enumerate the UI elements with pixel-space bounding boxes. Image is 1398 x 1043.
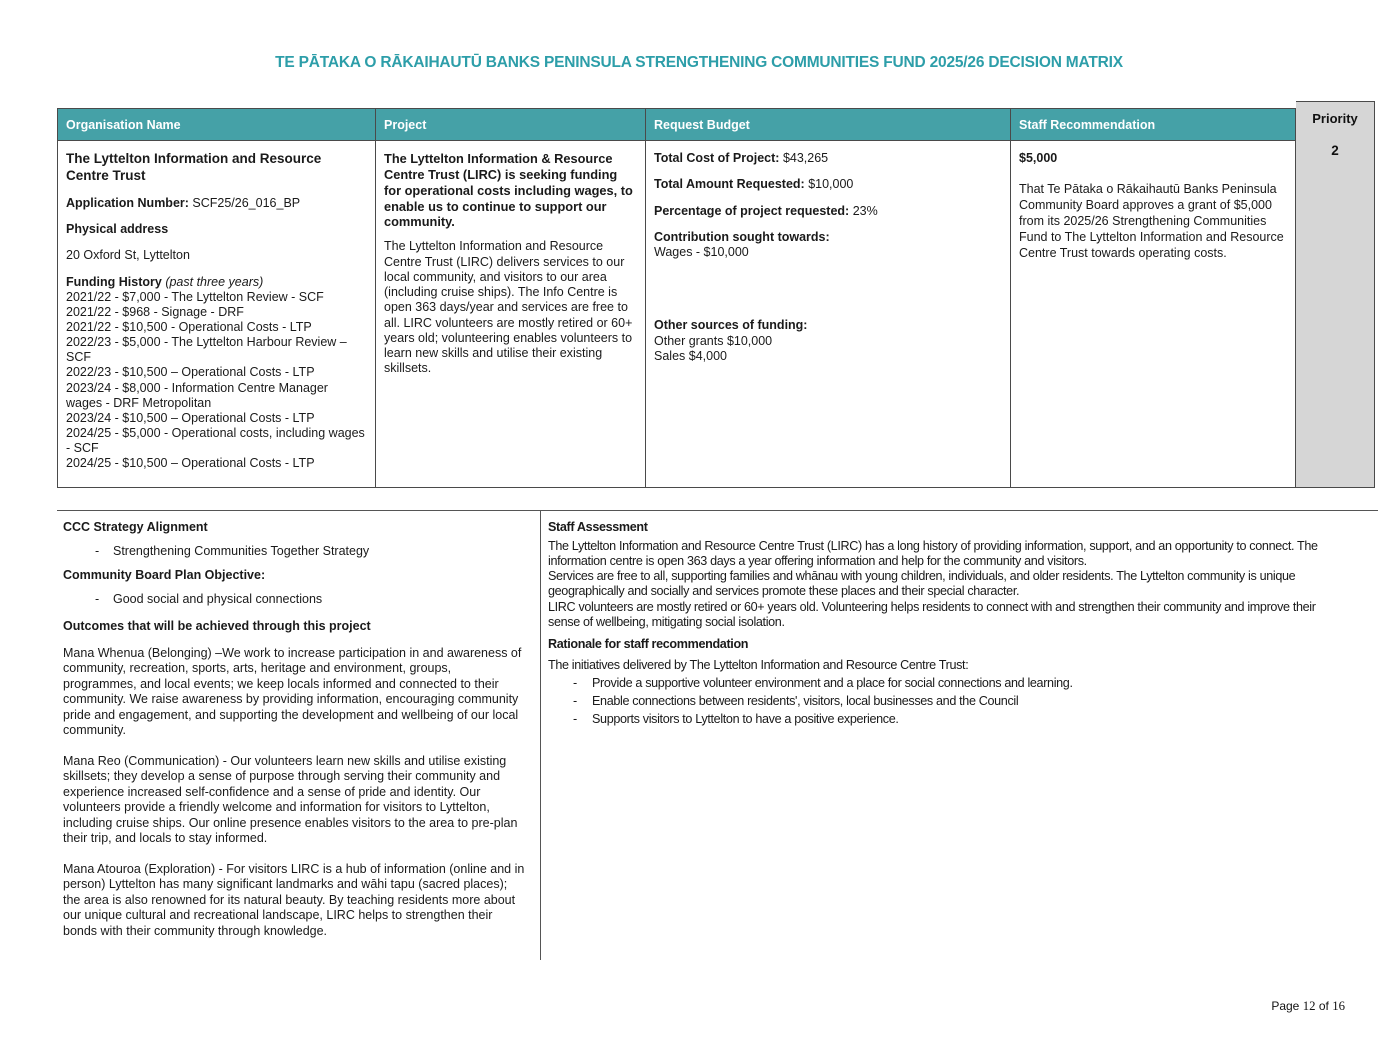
funding-history-item: 2021/22 - $968 - Signage - DRF [66, 304, 244, 319]
contribution-item: Wages - $10,000 [654, 245, 749, 259]
request-budget-cell [646, 141, 1011, 488]
rationale-heading: Rationale for staff recommendation [548, 636, 749, 651]
assessment-paragraph: LIRC volunteers are mostly retired or 60+ years old. Volunteering helps residents to connect with and strengthen their community and improve their sense of wellbeing, mitigating social isolation. [548, 599, 1316, 629]
total-cost-label: Total Cost of Project: [654, 151, 780, 165]
page-number-footer [1271, 999, 1345, 1014]
board-objective-heading: Community Board Plan Objective: [63, 568, 266, 582]
outcome-paragraph-mana-whenua: Mana Whenua (Belonging) –We work to increase participation in and awareness of community, recreation, sports, arts, heritage and environment, groups, programmes, and local events; we keep locals informed and connected to their community. We raise awareness by providing information, encouraging community pride and engagement, and supporting the development and wellbeing of our local community. [63, 645, 522, 737]
column-header-staff-recommendation: Staff Recommendation [1011, 109, 1296, 141]
percentage-line [654, 204, 1001, 219]
outcome-paragraph-mana-reo: Mana Reo (Communication) - Our volunteers learn new skills and utilise existing skillsets; they develop a sense of purpose through serving their community and experience increased self-confidence and a sense of pride and identity. Our volunteers provide a friendly welcome and information for visitors to Lyttelton, including cruise ships. Our online presence enables visitors to the area to pre-plan their trip, and locals to stay informed. [63, 753, 518, 845]
application-number-value: SCF25/26_016_BP [192, 195, 301, 210]
assessment-paragraph: Services are free to all, supporting families and whānau with young children, individuals, and older residents. The Lyttelton community is unique geographically and socially and services promote these places and their special character. [548, 569, 1296, 599]
rationale-bullet-text: Provide a supportive volunteer environment and a place for social connections and learning. [592, 675, 1073, 690]
rationale-bullet-text: Enable connections between residents', visitors, local businesses and the Council [592, 694, 1019, 709]
rationale-bullet-text: Supports visitors to Lyttelton to have a positive experience. [592, 712, 899, 727]
details-section [57, 510, 1378, 960]
decision-matrix-table [57, 108, 1375, 488]
contribution-block [654, 230, 1001, 261]
other-funding-block [654, 318, 1001, 364]
assessment-paragraph: The Lyttelton Information and Resource Centre Trust (LIRC) has a long history of providing information, support, and an opportunity to connect. The information centre is open 363 days a year offering information and help for the community and visitors. [548, 539, 1318, 569]
funding-history-item: 2022/23 - $10,500 – Operational Costs - LTP [66, 365, 315, 380]
dash-bullet: - [573, 694, 577, 709]
project-description: The Lyttelton Information and Resource Centre Trust (LIRC) delivers services to our local community, and visitors to our area (including cruise ships). The Info Centre is open 363 days/year and services are free to all. LIRC volunteers are mostly retired or 60+ years old; volunteering enables volunteers to learn new skills and utilise their existing skillsets. [384, 239, 633, 376]
physical-address-value: 20 Oxford St, Lyttelton [66, 248, 190, 263]
outcomes-heading: Outcomes that will be achieved through this project [63, 619, 371, 633]
column-header-organisation: Organisation Name [58, 109, 376, 141]
priority-value: 2 [1331, 143, 1339, 158]
board-objective-bullet-text: Good social and physical connections [113, 591, 323, 606]
page-number: 12 [1302, 999, 1316, 1013]
percentage-value: 23% [852, 203, 878, 218]
funding-history-label: Funding History [66, 274, 162, 289]
total-requested-line [654, 177, 1001, 192]
physical-address-label: Physical address [66, 222, 169, 236]
strategy-alignment-panel [57, 511, 541, 960]
application-number-label: Application Number: [66, 195, 189, 210]
recommended-amount: $5,000 [1019, 151, 1058, 165]
other-funding-label: Other sources of funding: [654, 318, 808, 333]
column-header-project: Project [376, 109, 646, 141]
matrix-grid [57, 108, 1296, 488]
total-requested-label: Total Amount Requested: [654, 177, 805, 192]
dash-bullet: - [95, 543, 100, 558]
other-funding-item: Other grants $10,000 [654, 333, 773, 348]
funding-history-item: 2024/25 - $5,000 - Operational costs, including wages - SCF [66, 425, 365, 455]
outcome-paragraph-mana-atouroa: Mana Atouroa (Exploration) - For visitors LIRC is a hub of information (online and in person) Lyttelton has many significant landmarks and wāhi tapu (sacred places); the area is also renowned for its natural beauty. By teaching residents more about our unique cultural and recreational landscape, LIRC helps to strengthen their bonds with their community through knowledge. [63, 861, 525, 938]
funding-history-heading [66, 275, 366, 290]
percentage-label: Percentage of project requested: [654, 203, 850, 218]
staff-assessment-heading: Staff Assessment [548, 520, 648, 534]
rationale-intro: The initiatives delivered by The Lyttelton Information and Resource Centre Trust: [548, 657, 969, 672]
funding-history-item: 2023/24 - $10,500 – Operational Costs - LTP [66, 410, 315, 425]
board-objective-bullet [63, 592, 526, 608]
project-summary: The Lyttelton Information & Resource Centre Trust (LIRC) is seeking funding for operational costs including wages, to enable us to continue to support our community. [384, 151, 633, 230]
application-number-line [66, 196, 366, 211]
ccc-strategy-bullet-text: Strengthening Communities Together Strategy [113, 543, 370, 558]
ccc-strategy-bullet [63, 544, 526, 560]
page-title: TE PĀTAKA O RĀKAIHAUTŪ BANKS PENINSULA STRENGTHENING COMMUNITIES FUND 2025/26 DECISION MATRIX [275, 54, 1123, 71]
dash-bullet: - [573, 712, 577, 727]
staff-recommendation-cell [1011, 141, 1296, 488]
page-label: Page [1271, 999, 1300, 1013]
rationale-bullet [548, 712, 1338, 727]
priority-header: Priority [1312, 111, 1358, 126]
funding-history-item: 2021/22 - $7,000 - The Lyttelton Review - SCF [66, 289, 324, 304]
organisation-cell [58, 141, 376, 488]
other-funding-item: Sales $4,000 [654, 348, 727, 363]
recommendation-text: That Te Pātaka o Rākaihautū Banks Peninsula Community Board approves a grant of $5,000 from its 2025/26 Strengthening Communities Fund to The Lyttelton Information and Resource Centre Trust towards operating costs. [1019, 182, 1284, 260]
funding-history-item: 2022/23 - $5,000 - The Lyttelton Harbour Review – SCF [66, 335, 347, 365]
funding-history-item: 2024/25 - $10,500 – Operational Costs - LTP [66, 456, 315, 471]
funding-history-list [66, 290, 366, 472]
dash-bullet: - [573, 675, 577, 690]
of-label: of [1318, 999, 1329, 1013]
rationale-bullet [548, 694, 1338, 709]
contribution-label: Contribution sought towards: [654, 229, 830, 244]
project-cell [376, 141, 646, 488]
total-cost-line [654, 151, 1001, 166]
dash-bullet: - [95, 591, 100, 606]
funding-history-item: 2023/24 - $8,000 - Information Centre Manager wages - DRF Metropolitan [66, 380, 328, 410]
funding-history-item: 2021/22 - $10,500 - Operational Costs - LTP [66, 320, 312, 334]
ccc-strategy-heading: CCC Strategy Alignment [63, 520, 208, 534]
rationale-bullet [548, 676, 1338, 691]
column-header-request-budget: Request Budget [646, 109, 1011, 141]
priority-column [1296, 101, 1375, 488]
organisation-name: The Lyttelton Information and Resource Centre Trust [66, 151, 322, 183]
total-requested-value: $10,000 [808, 177, 854, 192]
total-pages: 16 [1332, 999, 1345, 1013]
staff-assessment-panel [541, 511, 1378, 733]
total-cost-value: $43,265 [782, 151, 829, 165]
funding-history-note: (past three years) [165, 274, 264, 289]
